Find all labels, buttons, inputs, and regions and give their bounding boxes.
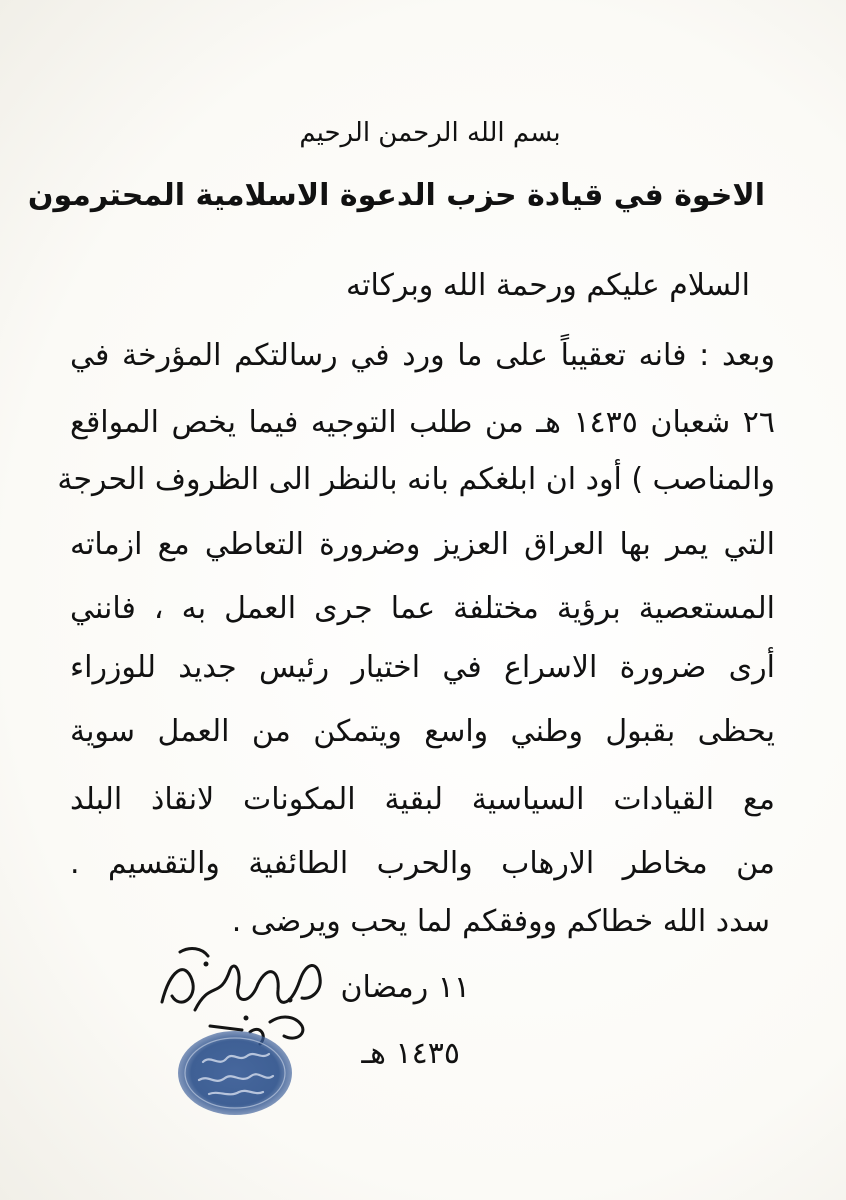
body-line: ٢٦ شعبان ١٤٣٥ هـ من طلب التوجيه فيما يخص المواقع — [70, 405, 775, 440]
date-year: ١٤٣٥ هـ — [361, 1036, 460, 1071]
basmala: بسم الله الرحمن الرحيم — [299, 118, 561, 148]
closing-line: سدد الله خطاكم ووفقكم لما يحب ويرضى . — [231, 904, 770, 939]
greeting: السلام عليكم ورحمة الله وبركاته — [346, 268, 750, 303]
seal-stamp-icon — [175, 1028, 295, 1118]
body-line: يحظى بقبول وطني واسع ويتمكن من العمل سوية — [70, 714, 775, 749]
date-day: ١١ رمضان — [340, 970, 470, 1005]
body-line: المستعصية برؤية مختلفة عما جرى العمل به ، فانني — [70, 591, 775, 626]
addressee: الاخوة في قيادة حزب الدعوة الاسلامية المحترمون — [27, 178, 765, 213]
body-line: من مخاطر الارهاب والحرب الطائفية والتقسيم . — [70, 846, 775, 881]
body-line: وبعد : فانه تعقيباً على ما ورد في رسالتكم المؤرخة في — [70, 338, 775, 373]
body-line: التي يمر بها العراق العزيز وضرورة التعاطي مع ازماته — [70, 527, 775, 562]
body-line: مع القيادات السياسية لبقية المكونات لانقاذ البلد — [70, 782, 775, 817]
body-line: أرى ضرورة الاسراع في اختيار رئيس جديد للوزراء — [70, 650, 775, 685]
body-line: والمناصب ) أود ان ابلغكم بانه بالنظر الى الظروف الحرجة — [57, 462, 775, 497]
